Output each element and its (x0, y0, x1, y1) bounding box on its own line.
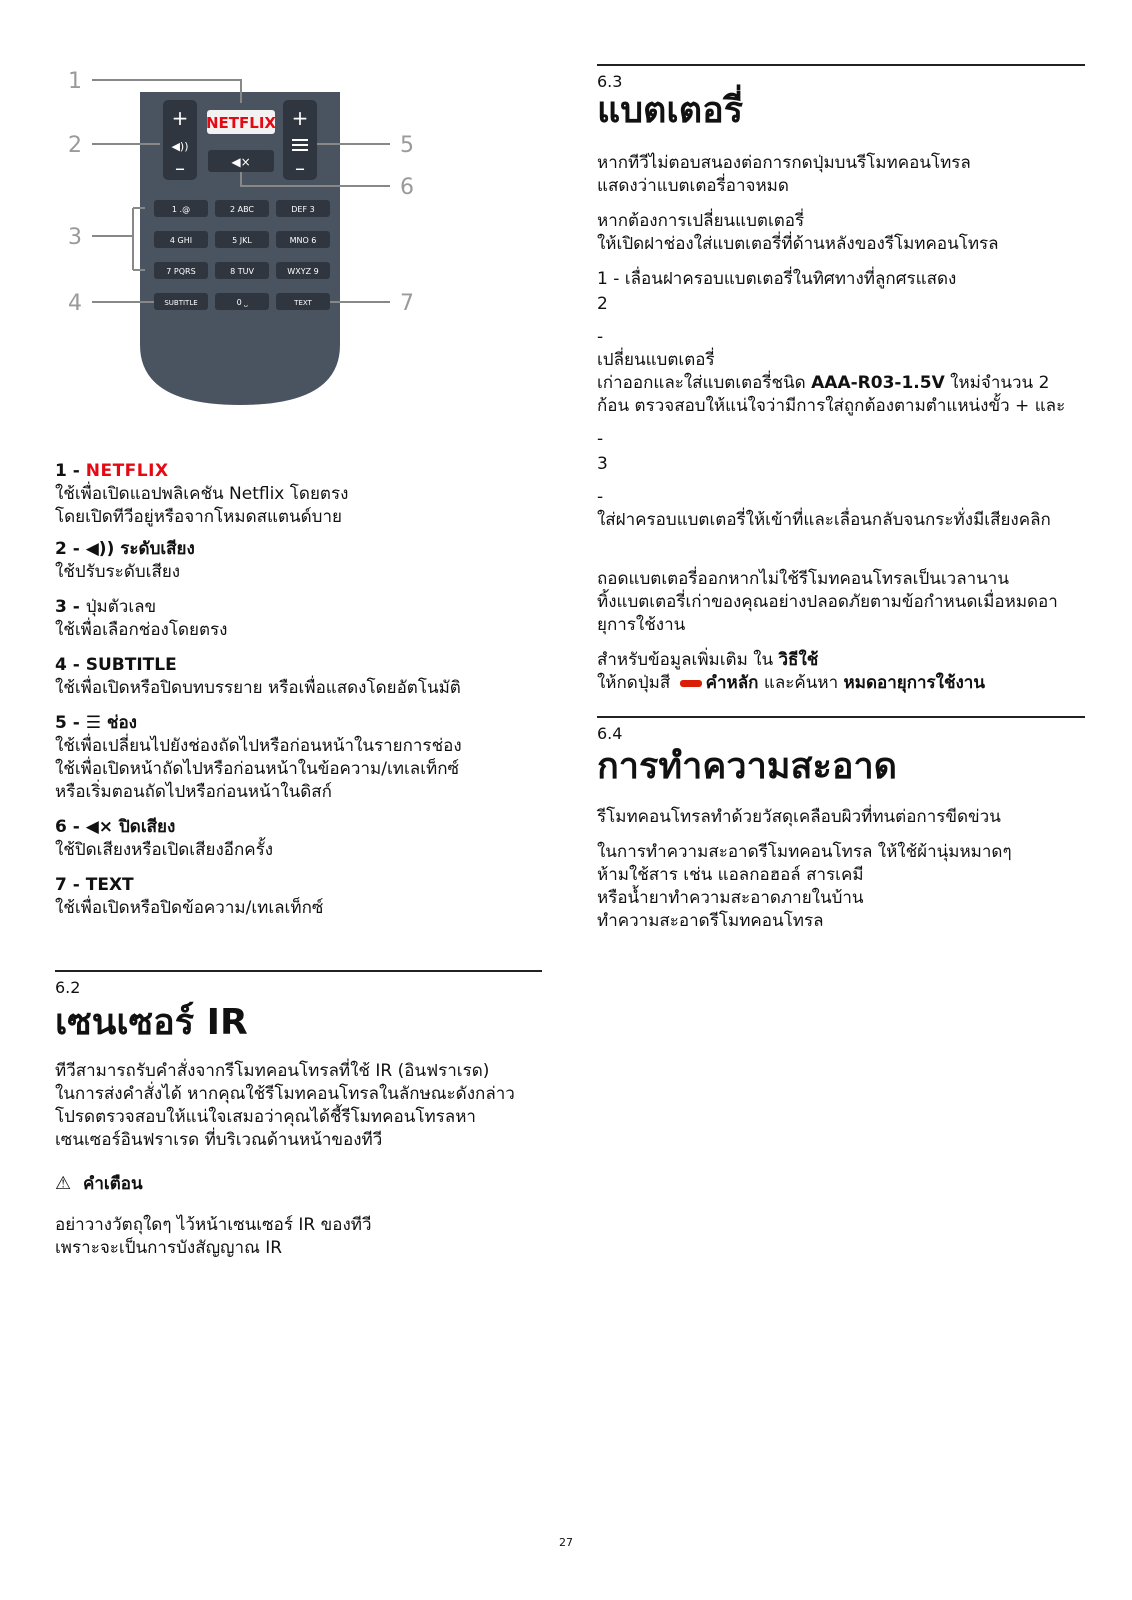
svg-text:–: – (175, 156, 185, 180)
mute-icon: ◀× (231, 155, 251, 169)
key-item-netflix: 1 - NETFLIX ใช้เพื่อเปิดแอปพลิเคชัน Netflix โดยตรง โดยเปิดทีวีอยู่หรือจากโหมดสแตนด์บาย (55, 461, 349, 527)
key-1[interactable] (154, 200, 208, 217)
battery-text: หากทีวีไม่ตอบสนองต่อการกดปุ่มบนรีโมทคอนโทรล แสดงว่าแบตเตอรี่อาจหมด หากต้องการเปลี่ยนแบตเตอรี่ ให้เปิดฝาช่องใส่แบตเตอรี่ที่ด้านหลังของรีโมทคอนโทรล 1 - เลื่อนฝาครอบแบตเตอรี่ในทิศทางที่ลูกศรแสดง 2 - เปลี่ยนแบตเตอรี่ เก่าออกและใส่แบตเตอรี่ชนิด AAA-R03-1.5V ใหม่จำนวน 2 ก้อน ตรวจสอบให้แน่ใจว่ามีการใส่ถูกต้องตามตำแหน่งขั้ว + และ - 3 - ใส่ฝาครอบแบตเตอรี่ให้เข้าที่และเลื่อนกลับจนกระทั่งมีเสียงคลิก ถอดแบตเตอรี่ออกหากไม่ใช้รีโมทคอนโทรลเป็นเวลานาน ทิ้งแบตเตอรี่เก่าของคุณอย่างปลอดภัยตามข้อกำหนดเมื่อหมดอา ยุการใช้งาน สำหรับข้อมูลเพิ่มเติม ใน วิธีใช้ ให้กดปุ่มสี คำหลัก และค้นหา หมดอายุการใช้งาน (597, 153, 1066, 693)
svg-text:TEXT: TEXT (294, 299, 312, 307)
callout-3: 3 (68, 225, 82, 250)
warning-icon: ⚠ (55, 1173, 72, 1194)
svg-text:7 PQRS: 7 PQRS (166, 267, 196, 276)
channel-icon: ☰ (85, 713, 101, 733)
sensor-paragraph: ทีวีสามารถรับคำสั่งจากรีโมทคอนโทรลที่ใช้ IR (อินฟราเรด) ในการส่งคำสั่งได้ หากคุณใช้รีโมทคอนโทรลในลักษณะดังกล่าว โปรดตรวจสอบให้แน่ใจเสมอว่าคุณได้ชี้รีโมทคอนโทรลหา เซนเซอร์อินฟราเรด ที่บริเวณด้านหน้าของทีวี (55, 1061, 515, 1150)
svg-text:–: – (295, 156, 305, 180)
section-divider (597, 64, 1085, 66)
callout-1: 1 (68, 69, 82, 94)
svg-text:4 GHI: 4 GHI (169, 236, 193, 245)
svg-text:+: + (291, 106, 309, 130)
section-title: การทำความสะอาด (597, 746, 898, 787)
svg-text:+: + (171, 106, 189, 130)
key-item-mute: 6 - ◀× ปิดเสียง ใช้ปิดเสียงหรือเปิดเสียงอีกครั้ง (55, 817, 274, 860)
mute-button[interactable] (208, 150, 274, 172)
key-7[interactable] (154, 262, 208, 279)
svg-text:WXYZ 9: WXYZ 9 (287, 267, 319, 276)
key-item-text: 7 - TEXT ใช้เพื่อเปิดหรือปิดข้อความ/เทเลเท็กซ์ (55, 875, 324, 918)
key-text[interactable] (276, 293, 330, 310)
red-color-key-icon (680, 680, 702, 687)
channel-rocker[interactable] (283, 100, 317, 180)
volume-icon: ◀)) (85, 539, 115, 559)
key-9[interactable] (276, 262, 330, 279)
netflix-logo: NETFLIX (85, 461, 169, 481)
key-item-channel: 5 - ☰ ช่อง ใช้เพื่อเปลี่ยนไปยังช่องถัดไปหรือก่อนหน้าในรายการช่อง ใช้เพื่อเปิดหน้าถัดไปหรือก่อนหน้าในข้อความ/เทเลเท็กซ์ หรือเริ่มตอนถัดไปหรือก่อนหน้าในดิสก์ (55, 713, 462, 802)
key-subtitle[interactable] (154, 293, 208, 310)
section-number: 6.4 (597, 724, 623, 743)
callout-5: 5 (400, 133, 414, 158)
remote-illustration (55, 55, 435, 415)
section-divider (55, 970, 542, 972)
svg-text:1 .@: 1 .@ (171, 205, 191, 214)
svg-text:8 TUV: 8 TUV (230, 267, 254, 276)
key-0[interactable] (215, 293, 269, 310)
key-item-numbers: 3 - ปุ่มตัวเลข ใช้เพื่อเลือกช่องโดยตรง (55, 597, 228, 640)
svg-text:0 ⎵: 0 ⎵ (236, 298, 248, 307)
callout-7: 7 (400, 291, 414, 316)
svg-text:NETFLIX: NETFLIX (206, 114, 276, 132)
callout-4: 4 (68, 291, 82, 316)
volume-icon: ◀)) (171, 140, 189, 153)
key-5[interactable] (215, 231, 269, 248)
section-title: เซนเซอร์ IR (55, 1002, 248, 1043)
warning-text: อย่าวางวัตถุใดๆ ไว้หน้าเซนเซอร์ IR ของทีวี เพราะจะเป็นการบังสัญญาณ IR (55, 1215, 372, 1258)
svg-text:SUBTITLE: SUBTITLE (164, 299, 198, 307)
cleaning-text: รีโมทคอนโทรลทำด้วยวัสดุเคลือบผิวที่ทนต่อการขีดข่วน ในการทำความสะอาดรีโมทคอนโทรล ให้ใช้ผ้านุ่มหมาดๆ ห้ามใช้สาร เช่น แอลกอฮอล์ สารเคมี หรือน้ำยาทำความสะอาดภายในบ้าน ทำความสะอาดรีโมทคอนโทรล (597, 807, 1012, 931)
svg-text:2 ABC: 2 ABC (229, 205, 255, 214)
key-item-volume: 2 - ◀)) ระดับเสียง ใช้ปรับระดับเสียง (55, 539, 195, 582)
warning-heading: ⚠ คำเตือน (55, 1173, 143, 1194)
key-8[interactable] (215, 262, 269, 279)
section-divider (597, 716, 1085, 718)
svg-text:DEF 3: DEF 3 (291, 205, 315, 214)
section-number: 6.2 (55, 978, 81, 997)
key-2[interactable] (215, 200, 269, 217)
netflix-button[interactable] (206, 110, 276, 134)
mute-icon: ◀× (85, 817, 114, 837)
svg-text:MNO 6: MNO 6 (289, 236, 317, 245)
section-number: 6.3 (597, 72, 623, 91)
callout-2: 2 (68, 133, 82, 158)
callout-6: 6 (400, 175, 414, 200)
svg-text:5 JKL: 5 JKL (232, 236, 252, 245)
key-item-subtitle: 4 - SUBTITLE ใช้เพื่อเปิดหรือปิดบทบรรยาย หรือเพื่อแสดงโดยอัตโนมัติ (55, 655, 461, 698)
section-title: แบตเตอรี่ (597, 90, 744, 131)
volume-rocker[interactable] (163, 100, 197, 180)
key-6[interactable] (276, 231, 330, 248)
key-3[interactable] (276, 200, 330, 217)
key-4[interactable] (154, 231, 208, 248)
page-number: 27 (559, 1536, 573, 1549)
